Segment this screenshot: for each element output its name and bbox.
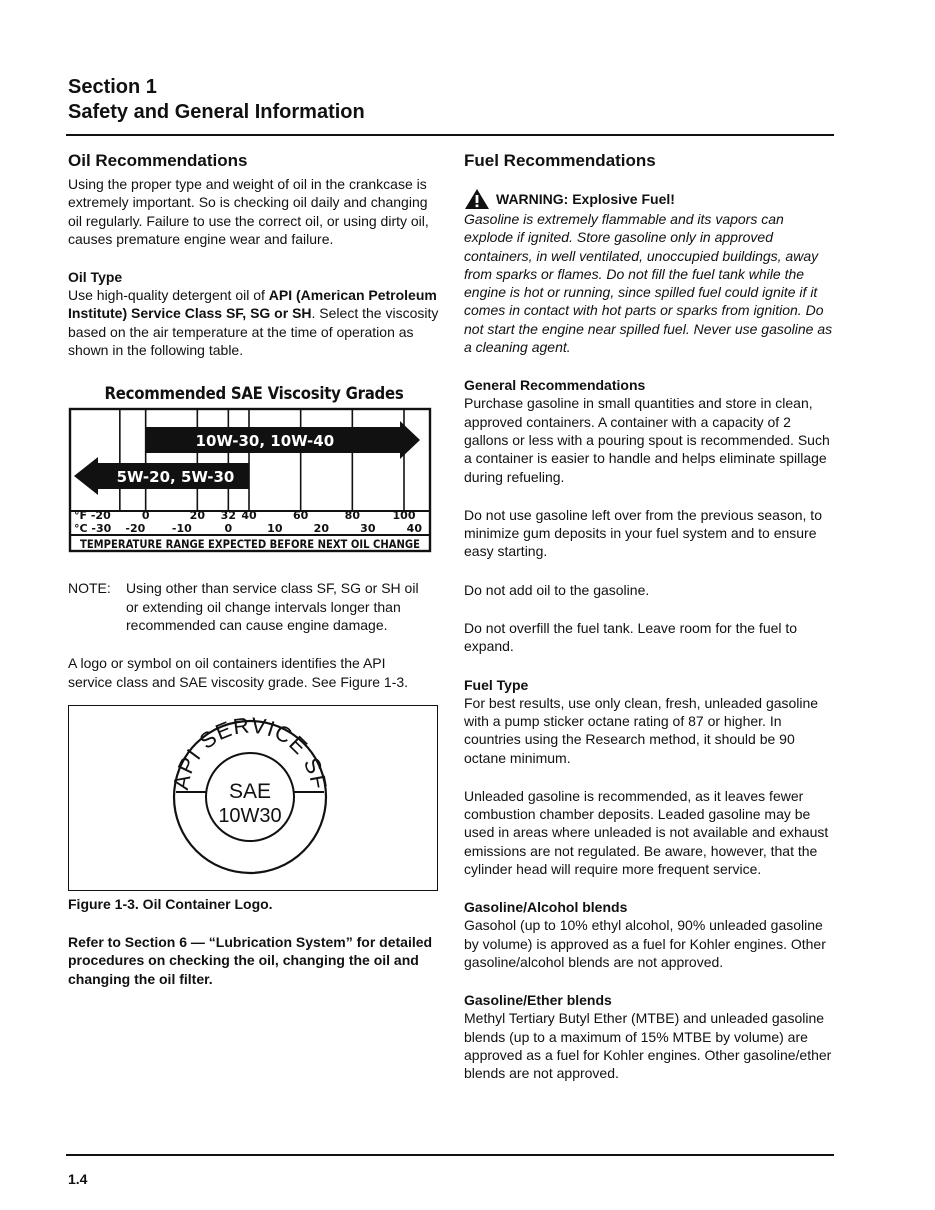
fuel-column	[464, 150, 836, 1082]
fahrenheit-tick-label: 20	[189, 509, 205, 523]
fahrenheit-tick-label: 100	[392, 509, 416, 523]
alcohol-heading: Gasoline/Alcohol blends	[464, 899, 628, 916]
refer-paragraph: Refer to Section 6 — “Lubrication System” for detailed procedures on checking the oil, changing the oil and changing the oil filter.	[68, 934, 433, 987]
series-label-5w20: 5W-20, 5W-30	[116, 468, 235, 487]
api-service-logo	[69, 706, 437, 890]
note	[68, 579, 440, 634]
ether-heading: Gasoline/Ether blends	[464, 992, 612, 1009]
general-p1: Purchase gasoline in small quantities and store in clean, approved containers. A container with a capacity of 2 gallons or less with a pouring spout is recommended. Such a container is easier to handle and helps eliminate spillage during refueling.	[464, 395, 830, 485]
celsius-tick-label: 30	[360, 522, 376, 536]
celsius-tick-label: -20	[125, 522, 146, 536]
warning-icon	[464, 188, 490, 210]
fahrenheit-tick-label: 80	[344, 509, 360, 523]
oil-type-text-1: Use high-quality detergent oil of	[68, 287, 269, 304]
oil-type-bold: API (American Petroleum Institute) Service Class SF, SG or SH	[68, 287, 437, 322]
chart-title: Recommended SAE Viscosity Grades	[104, 384, 404, 405]
section-number: Section 1	[68, 76, 157, 98]
logo-grade: 10W30	[218, 804, 282, 827]
oil-heading: Oil Recommendations	[68, 151, 248, 170]
fuel-type-p2: Unleaded gasoline is recommended, as it leaves fewer combustion chamber deposits. Leaded gasoline may be used in areas where unleaded is not available and exhaust emissions are not regulated. Be aware, however, that the cylinder head will require more frequent service.	[464, 787, 829, 878]
general-p2: Do not use gasoline left over from the previous season, to minimize gum deposits in your fuel system and to ensure easy starting.	[464, 506, 822, 560]
oil-column	[68, 150, 440, 988]
warning-title: WARNING: Explosive Fuel!	[496, 190, 675, 207]
celsius-tick-label: -10	[171, 522, 192, 536]
fahrenheit-tick-label: °F -20	[74, 509, 111, 523]
fahrenheit-tick-label: 40	[241, 509, 257, 523]
note-text: Using other than service class SF, SG or SH oil or extending oil change intervals longer than recommended can cause engine damage.	[126, 580, 419, 633]
fuel-type-heading: Fuel Type	[464, 676, 529, 693]
general-heading: General Recommendations	[464, 377, 646, 394]
fuel-type-p1: For best results, use only clean, fresh, unleaded gasoline with a pump sticker octane rating of 87 or higher. In countries using the Research method, it should be 90 octane minimum.	[464, 694, 819, 766]
viscosity-chart	[68, 407, 434, 555]
viscosity-chart-svg	[68, 407, 434, 555]
ether-text: Methyl Tertiary Butyl Ether (MTBE) and unleaded gasoline blends (up to a maximum of 15% MTBE by volume) are approved as a fuel for Kohler engines. Other gasoline/ether blends are not approved.	[464, 1010, 832, 1082]
celsius-tick-label: °C -30	[74, 522, 112, 536]
logo-paragraph: A logo or symbol on oil containers identifies the API service class and SAE viscosity grade. See Figure 1-3.	[68, 655, 409, 690]
alcohol-text: Gasohol (up to 10% ethyl alcohol, 90% unleaded gasoline by volume) is approved as a fuel for Kohler engines. Other gasoline/alcohol blends are not approved.	[464, 917, 826, 970]
celsius-tick-label: 0	[224, 522, 233, 536]
warning-text: Gasoline is extremely flammable and its vapors can explode if ignited. Store gasoline only in approved containers, in well ventilated, unoccupied buildings, away from sparks or flames. Do not fill the fuel tank while the engine is hot or running, since spilled fuel could ignite if it comes in contact with hot parts or sparks from ignition. Do not start the engine near spilled fuel. Never use gasoline as a cleaning agent.	[464, 211, 833, 356]
chart-axis-label: TEMPERATURE RANGE EXPECTED BEFORE NEXT OIL CHANGE	[80, 537, 421, 552]
oil-type-heading: Oil Type	[68, 269, 123, 286]
series-label-10w30: 10W-30, 10W-40	[195, 432, 335, 451]
header-rule	[66, 134, 834, 136]
celsius-tick-label: 40	[406, 522, 422, 536]
footer-rule	[66, 1154, 834, 1156]
logo-sae: SAE	[228, 779, 272, 803]
oil-type-paragraph	[68, 286, 440, 359]
fahrenheit-tick-label: 32	[220, 509, 236, 523]
figure-logo-box	[68, 705, 438, 891]
section-title: Safety and General Information	[68, 101, 365, 123]
general-p3: Do not add oil to the gasoline.	[464, 581, 650, 598]
page-number: 1.4	[68, 1171, 88, 1187]
warning-header	[464, 188, 836, 210]
oil-intro: Using the proper type and weight of oil in the crankcase is extremely important. So is checking oil daily and changing oil regularly. Failure to use the correct oil, or using dirty oil, causes premature engine wear and failure.	[68, 176, 429, 247]
oil-type-text-2: . Select the viscosity based on the air temperature at the time of operation as shown in the following table.	[68, 305, 439, 359]
note-label: NOTE:	[68, 580, 111, 597]
fuel-heading: Fuel Recommendations	[464, 151, 656, 170]
figure-caption: Figure 1-3. Oil Container Logo.	[68, 895, 273, 912]
celsius-tick-label: 20	[313, 522, 329, 536]
fahrenheit-tick-label: 0	[141, 509, 150, 523]
celsius-tick-label: 10	[267, 522, 283, 536]
logo-ring-text: API SERVICE SF	[168, 712, 332, 792]
general-p4: Do not overfill the fuel tank. Leave room for the fuel to expand.	[464, 620, 798, 655]
fahrenheit-tick-label: 60	[293, 509, 309, 523]
